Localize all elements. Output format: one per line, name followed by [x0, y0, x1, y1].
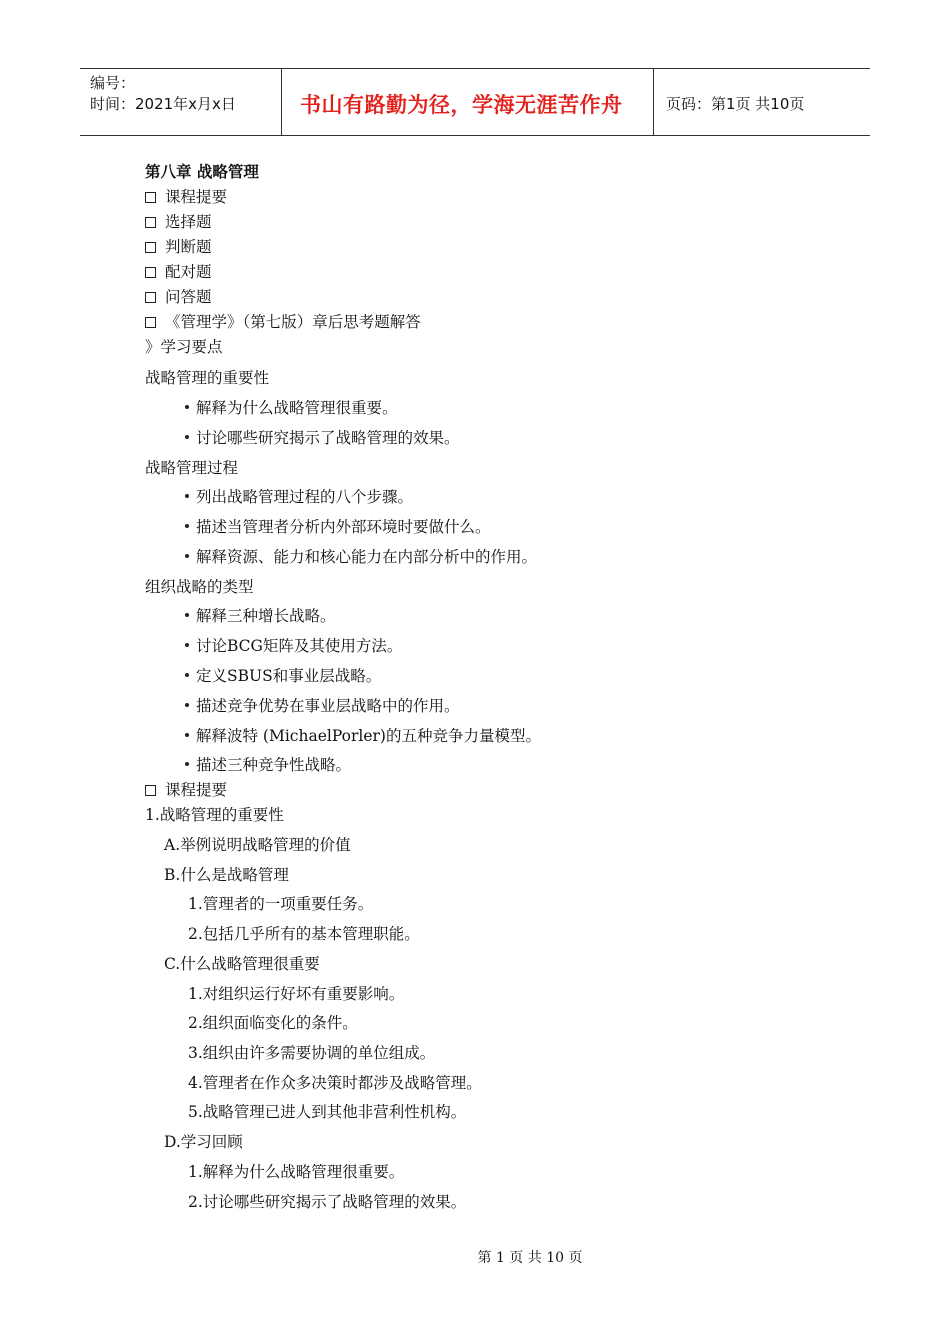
bullet-icon	[185, 435, 189, 439]
bullet-icon	[185, 494, 189, 498]
menu-item[interactable]: 判断题	[145, 237, 212, 257]
bullet-item: 解释三种增长战略。	[185, 606, 336, 626]
outline-item: 1.解释为什么战略管理很重要。	[188, 1163, 405, 1181]
bullet-icon	[185, 762, 189, 766]
menu-item[interactable]: 配对题	[145, 262, 212, 282]
page-footer: 第 1 页 共 10 页	[477, 1250, 583, 1266]
checkbox-icon	[145, 242, 156, 253]
bullet-icon	[185, 554, 189, 558]
menu-item[interactable]: 选择题	[145, 212, 212, 232]
bullet-item: 解释资源、能力和核心能力在内部分析中的作用。	[185, 547, 537, 567]
checkbox-icon	[145, 267, 156, 278]
bullet-icon	[185, 405, 189, 409]
bullet-icon	[185, 613, 189, 617]
header-motto: 书山有路勤为径，学海无涯苦作舟	[282, 69, 654, 135]
checkbox-icon	[145, 317, 156, 328]
bullet-item: 讨论BCG矩阵及其使用方法。	[185, 636, 402, 656]
bullet-item: 描述三种竞争性战略。	[185, 755, 351, 775]
outline-item: 1.对组织运行好坏有重要影响。	[188, 985, 405, 1003]
chapter-title: 第八章 战略管理	[145, 162, 259, 181]
outline-item: 2.组织面临变化的条件。	[188, 1014, 358, 1032]
bullet-item: 描述竞争优势在事业层战略中的作用。	[185, 696, 460, 716]
menu-item[interactable]: 《管理学》（第七版）章后思考题解答	[145, 312, 421, 332]
outline-item: 2.包括几乎所有的基本管理职能。	[188, 925, 420, 943]
study-points-title: 》学习要点	[145, 338, 223, 356]
bullet-item: 列出战略管理过程的八个步骤。	[185, 487, 413, 507]
bullet-icon	[185, 524, 189, 528]
header-meta	[80, 69, 282, 135]
bullet-icon	[185, 733, 189, 737]
bullet-item: 解释波特 (MichaelPorler)的五种竞争力量模型。	[185, 726, 541, 746]
outline-subheading: A.举例说明战略管理的价值	[164, 836, 351, 854]
outline-item: 5.战略管理已进人到其他非营利性机构。	[188, 1103, 467, 1121]
outline-subheading: C.什么战略管理很重要	[164, 955, 320, 973]
bullet-item: 讨论哪些研究揭示了战略管理的效果。	[185, 428, 460, 448]
page-header	[80, 68, 870, 136]
section-heading: 战略管理过程	[145, 459, 239, 477]
outline-item: 3.组织由许多需要协调的单位组成。	[188, 1044, 436, 1062]
outline-subheading: B.什么是战略管理	[164, 866, 289, 884]
section-heading: 组织战略的类型	[145, 578, 254, 596]
number-label: 编号：	[90, 74, 136, 92]
checkbox-icon	[145, 785, 156, 796]
outline-title: 课程提要	[145, 780, 227, 800]
bullet-item: 解释为什么战略管理很重要。	[185, 398, 398, 418]
outline-heading: 1.战略管理的重要性	[145, 806, 284, 824]
header-page-label: 页码：第1页 共10页	[666, 94, 805, 113]
time-label: 时间：2021年x月x日	[90, 95, 236, 113]
outline-item: 1.管理者的一项重要任务。	[188, 895, 374, 913]
outline-item: 2.讨论哪些研究揭示了战略管理的效果。	[188, 1193, 467, 1211]
checkbox-icon	[145, 217, 156, 228]
menu-item[interactable]: 问答题	[145, 287, 212, 307]
checkbox-icon	[145, 192, 156, 203]
outline-item: 4.管理者在作众多决策时都涉及战略管理。	[188, 1074, 482, 1092]
checkbox-icon	[145, 292, 156, 303]
section-heading: 战略管理的重要性	[145, 369, 270, 387]
bullet-item: 定义SBUS和事业层战略。	[185, 666, 381, 686]
bullet-item: 描述当管理者分析内外部环境时要做什么。	[185, 517, 491, 537]
outline-subheading: D.学习回顾	[164, 1133, 243, 1151]
bullet-icon	[185, 703, 189, 707]
menu-item[interactable]: 课程提要	[145, 187, 227, 207]
bullet-icon	[185, 673, 189, 677]
bullet-icon	[185, 643, 189, 647]
